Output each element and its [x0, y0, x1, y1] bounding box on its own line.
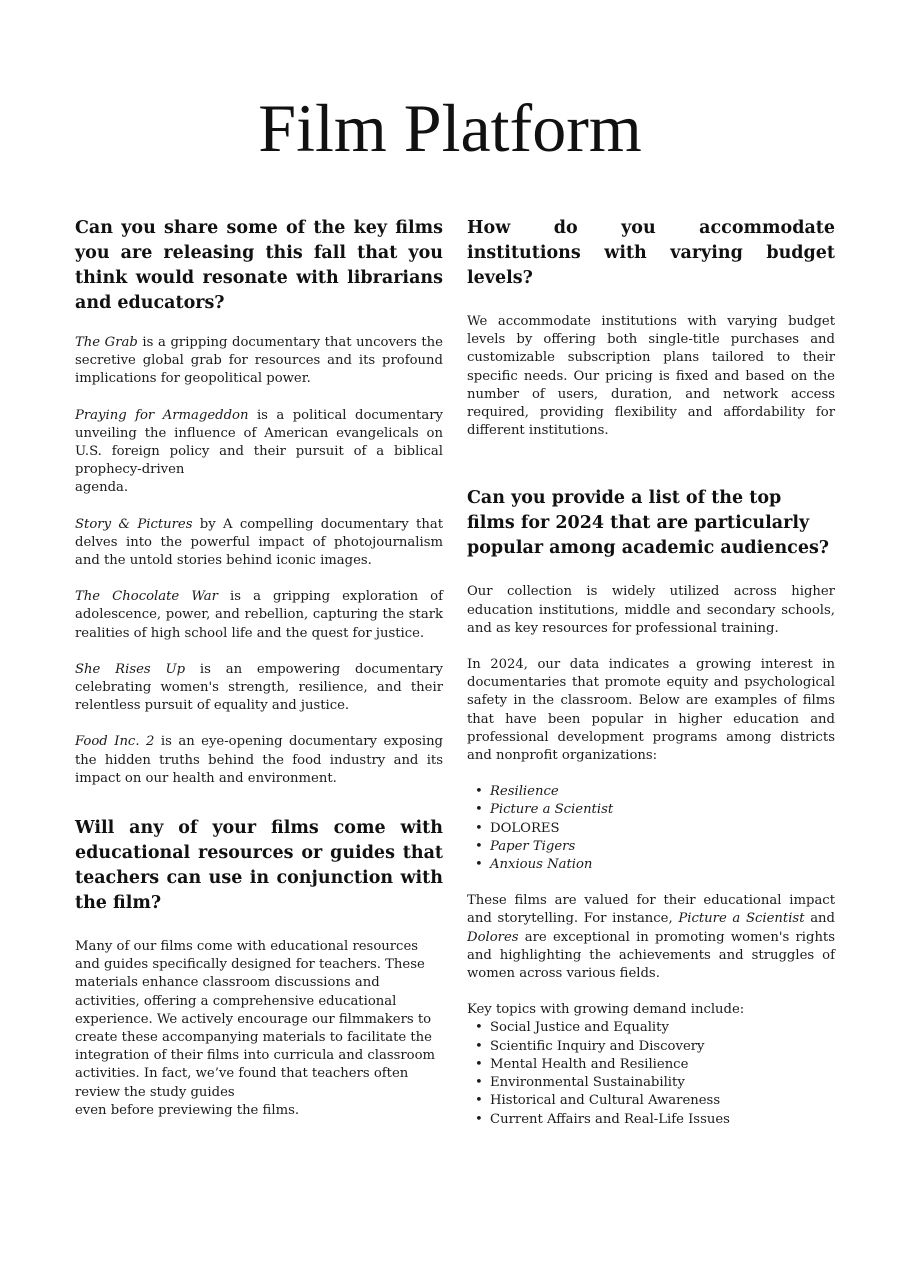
answer-2024-interest: In 2024, our data indicates a growing interest in documentaries that promote equity and psychological safety in the classroom. Below are examples of films that have been popular in higher education and professional development programs among districts and nonprofit organizations: [467, 657, 835, 764]
film-title: She Rises Up [75, 661, 186, 677]
film-entry-she-rises-up [75, 661, 443, 716]
film-description: by A compelling documentary that delves into the powerful impact of photojournalism and the untold stories behind iconic images. [75, 516, 444, 569]
film-entry-the-chocolate-war [75, 588, 443, 643]
question-budget-levels: How do you accommodate institutions with varying budget levels? [467, 218, 835, 288]
list-item: • Social Justice and Equality [481, 1019, 835, 1037]
list-item: • Historical and Cultural Awareness [481, 1092, 835, 1110]
answer-budget-levels: We accommodate institutions with varying budget levels by offering both single-title purchases and customizable subscription plans tailored to their specific needs. Our pricing is fixed and based on the number of users, duration, and network access required, providing flexibility and affordability for different institutions. [467, 314, 835, 439]
film-title: Story & Pictures [75, 516, 193, 532]
page-title: Film Platform [258, 90, 642, 166]
answer-text: Many of our films come with educational resources and guides specifically designed for teachers. These materials enhance classroom discussions and activities, offering a comprehensive educational experience. We actively encourage our filmmakers to create these accompanying materials to facilitate the integration of their films into curricula and classroom activities. In fact, we’ve found that teachers often review the study guides [75, 939, 436, 1100]
list-item: • Picture a Scientist [481, 801, 835, 819]
answer-film-value: These films are valued for their educational impact and storytelling. For instance, Picture a Scientist and Dolores are exceptional in promoting women's rights and highlighting the achievements and struggles of women across various fields. [467, 893, 835, 982]
key-topics-list [467, 1019, 835, 1128]
film-title: The Chocolate War [75, 589, 218, 605]
list-item: • Anxious Nation [481, 856, 835, 874]
right-column [467, 216, 835, 1129]
question-educational-resources: Will any of your films come with educational resources or guides that teachers can use in conjunction with the film? [75, 818, 443, 914]
film-entry-the-grab [75, 334, 443, 389]
film-description: is an eye-opening documentary exposing the hidden truths behind the food industry and its impact on our health and environment. [75, 734, 443, 786]
question-key-films: Can you share some of the key films you are releasing this fall that you think would resonate with librarians and educators? [75, 218, 443, 313]
film-description: is an empowering documentary celebrating women's strength, resilience, and their relentless pursuit of equality and justice. [75, 661, 443, 714]
film-entry-food-inc-2 [75, 733, 443, 788]
film-title: Praying for Armageddon [75, 407, 249, 423]
film-entry-story-and-pictures [75, 516, 443, 571]
film-description: is a gripping documentary that uncovers the secretive global grab for resources and its profound implications for geopolitical power. [75, 335, 443, 387]
list-item: • Resilience [481, 783, 835, 801]
film-description: is a gripping exploration of adolescence, power, and rebellion, capturing the stark realities of high school life and the quest for justice. [75, 589, 443, 641]
list-item: • Scientific Inquiry and Discovery [481, 1038, 835, 1056]
list-item: • DOLORES [481, 820, 835, 838]
film-description-end: agenda. [75, 480, 129, 496]
film-title: Dolores [467, 929, 519, 945]
film-entry-praying-for-armageddon [75, 407, 443, 498]
list-item: • Current Affairs and Real-Life Issues [481, 1111, 835, 1129]
film-title: Food Inc. 2 [75, 734, 155, 750]
answer-collection-usage: Our collection is widely utilized across higher education institutions, middle and secondary schools, and as key resources for professional training. [467, 584, 835, 636]
list-item: • Paper Tigers [481, 838, 835, 856]
left-column [75, 216, 443, 1120]
key-topics-intro: Key topics with growing demand include: [467, 1002, 745, 1018]
film-title: The Grab [75, 335, 138, 350]
top-films-list [467, 783, 835, 874]
list-item: • Environmental Sustainability [481, 1074, 835, 1092]
film-title: Picture a Scientist [678, 911, 805, 927]
answer-educational-resources [75, 938, 443, 1120]
list-item: • Mental Health and Resilience [481, 1056, 835, 1074]
question-top-films-2024: Can you provide a list of the top films for 2024 that are particularly popular among academic audiences? [467, 488, 830, 559]
film-description: is a political documentary unveiling the influence of American evangelicals on U.S. foreign policy and their pursuit of a biblical prophecy-driven [75, 407, 443, 478]
answer-text-end: even before previewing the films. [75, 1102, 300, 1118]
